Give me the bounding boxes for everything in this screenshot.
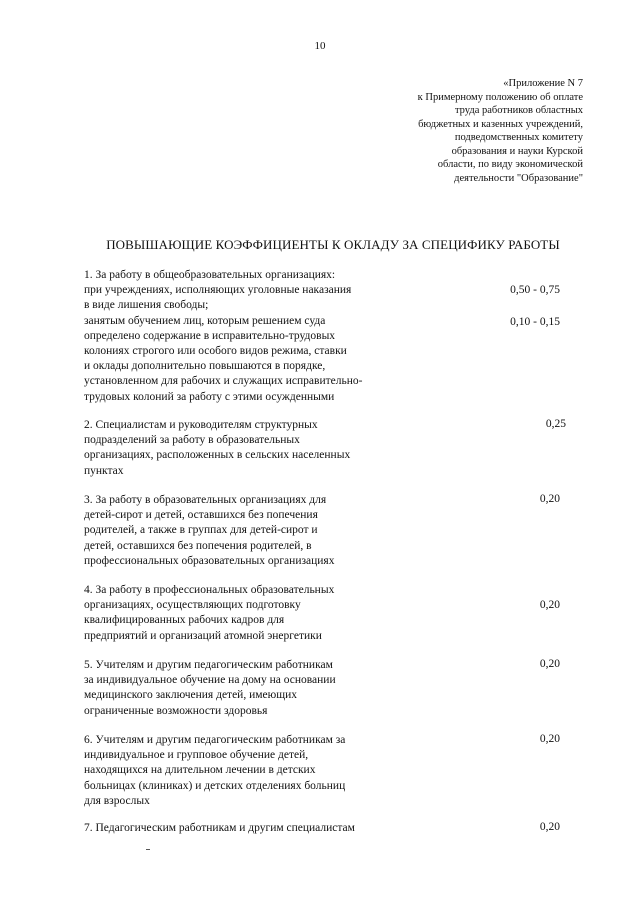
appendix-line: образования и науки Курской xyxy=(451,145,583,157)
item-line: 1. За работу в общеобразовательных организациях: xyxy=(84,269,336,281)
item-line: организациях, осуществляющих подготовку xyxy=(84,599,301,612)
item-line: квалифицированных рабочих кадров для xyxy=(84,614,285,627)
item-line: больницах (клиниках) и детских отделениях больниц xyxy=(84,779,346,792)
item-line: определено содержание в исправительно-трудовых xyxy=(84,329,336,342)
item-line: 5. Учителям и другим педагогическим работникам xyxy=(84,659,333,671)
item-2-text xyxy=(84,418,414,479)
appendix-line: деятельности "Образование" xyxy=(454,172,583,184)
appendix-line: труда работников областных xyxy=(454,105,583,116)
item-line: подразделений за работу в образовательных xyxy=(84,434,300,447)
item-line: 7. Педагогическим работникам и другим специалистам xyxy=(84,822,355,834)
item-line: профессиональных образовательных организациях xyxy=(84,554,335,567)
item-line: колониях строгого или особого видов режима, ставки xyxy=(84,345,347,358)
item-7-text xyxy=(84,821,414,836)
item-line: медицинского заключения детей, имеющих xyxy=(84,689,297,702)
item-line: за индивидуальное обучение на дому на основании xyxy=(84,674,336,687)
item-line: ограниченные возможности здоровья xyxy=(84,704,268,717)
item-line: 3. За работу в образовательных организациях для xyxy=(84,494,327,506)
item-3-coefficient: 0,20 xyxy=(539,493,560,505)
item-line: родителей, а также в группах для детей-сирот и xyxy=(84,524,318,537)
item-1-text xyxy=(84,268,414,405)
item-line: пунктах xyxy=(84,464,124,477)
appendix-line: подведомственных комитету xyxy=(454,132,583,143)
item-4-text xyxy=(84,583,414,644)
appendix-line: области, по виду экономической xyxy=(437,159,583,170)
item-line: 6. Учителям и другим педагогическим работникам за xyxy=(84,734,346,746)
item-4-coefficient: 0,20 xyxy=(539,599,560,611)
item-2-coefficient: 0,25 xyxy=(545,418,566,430)
item-7-coefficient: 0,20 xyxy=(539,821,560,833)
item-line: и оклады дополнительно повышаются в порядке, xyxy=(84,360,326,373)
item-line: детей-сирот и детей, оставшихся без попечения xyxy=(84,509,318,522)
item-6-text xyxy=(84,733,414,809)
item-1-coefficient-a: 0,50 - 0,75 xyxy=(510,284,560,296)
item-6-coefficient: 0,20 xyxy=(539,733,560,745)
item-5-text xyxy=(84,658,414,719)
appendix-line: бюджетных и казенных учреждений, xyxy=(418,118,583,130)
item-3-text xyxy=(84,493,414,569)
item-line: трудовых колоний за работу с этими осужденными xyxy=(84,390,335,403)
item-line: занятым обучением лиц, которым решением суда xyxy=(84,314,326,327)
item-line: в виде лишения свободы; xyxy=(84,299,209,312)
item-line: при учреждениях, исполняющих уголовные наказания xyxy=(84,284,352,297)
document-title: ПОВЫШАЮЩИЕ КОЭФФИЦИЕНТЫ К ОКЛАДУ ЗА СПЕЦИФИКУ РАБОТЫ xyxy=(106,237,560,252)
item-5-coefficient: 0,20 xyxy=(539,658,560,670)
item-1-coefficient-b: 0,10 - 0,15 xyxy=(510,316,560,328)
scan-mark xyxy=(146,849,150,850)
item-line: детей, оставшихся без попечения родителей, в xyxy=(84,539,312,552)
appendix-line: «Приложение N 7 xyxy=(503,78,583,89)
item-line: находящихся на длительном лечении в детских xyxy=(84,764,316,777)
item-line: предприятий и организаций атомной энергетики xyxy=(84,629,322,642)
item-line: 2. Специалистам и руководителям структурных xyxy=(84,419,318,431)
page-number: 10 xyxy=(314,40,326,52)
item-line: для взрослых xyxy=(84,794,150,807)
appendix-header xyxy=(343,77,583,185)
item-line: индивидуальное и групповое обучение детей, xyxy=(84,749,309,762)
appendix-line: к Примерному положению об оплате xyxy=(417,91,583,103)
item-line: 4. За работу в профессиональных образовательных xyxy=(84,584,335,596)
item-line: установленном для рабочих и служащих исправительно- xyxy=(84,375,363,388)
item-line: организациях, расположенных в сельских населенных xyxy=(84,449,351,462)
